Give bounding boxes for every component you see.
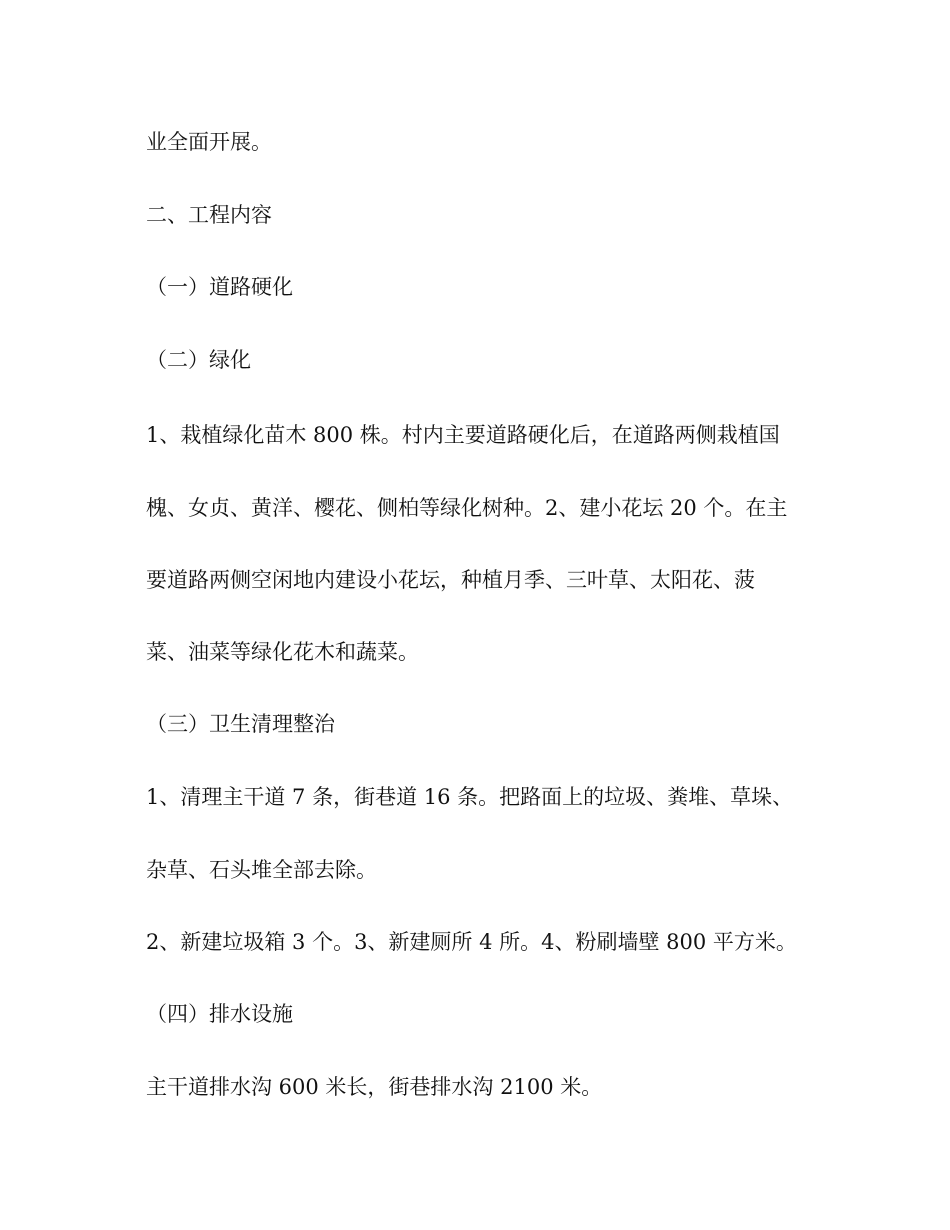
section-heading: 二、工程内容 xyxy=(146,203,272,227)
paragraph-line: 主干道排水沟 600 米长，街巷排水沟 2100 米。 xyxy=(146,1075,603,1099)
subsection-heading: （二）绿化 xyxy=(146,348,251,372)
paragraph-line: 2、新建垃圾箱 3 个。3、新建厕所 4 所。4、粉刷墙壁 800 平方米。 xyxy=(146,930,797,954)
paragraph-line: 业全面开展。 xyxy=(146,130,272,154)
paragraph-line: 菜、油菜等绿化花木和蔬菜。 xyxy=(146,640,419,664)
paragraph-line: 要道路两侧空闲地内建设小花坛，种植月季、三叶草、太阳花、菠 xyxy=(146,568,755,592)
subsection-heading: （四）排水设施 xyxy=(146,1002,293,1026)
subsection-heading: （三）卫生清理整治 xyxy=(146,712,335,736)
paragraph-line: 1、栽植绿化苗木 800 株。村内主要道路硬化后，在道路两侧栽植国 xyxy=(146,423,780,447)
paragraph-line: 槐、女贞、黄洋、樱花、侧柏等绿化树种。2、建小花坛 20 个。在主 xyxy=(146,496,788,520)
paragraph-line: 1、清理主干道 7 条，街巷道 16 条。把路面上的垃圾、粪堆、草垛、 xyxy=(146,785,794,809)
subsection-heading: （一）道路硬化 xyxy=(146,275,293,299)
paragraph-line: 杂草、石头堆全部去除。 xyxy=(146,858,377,882)
